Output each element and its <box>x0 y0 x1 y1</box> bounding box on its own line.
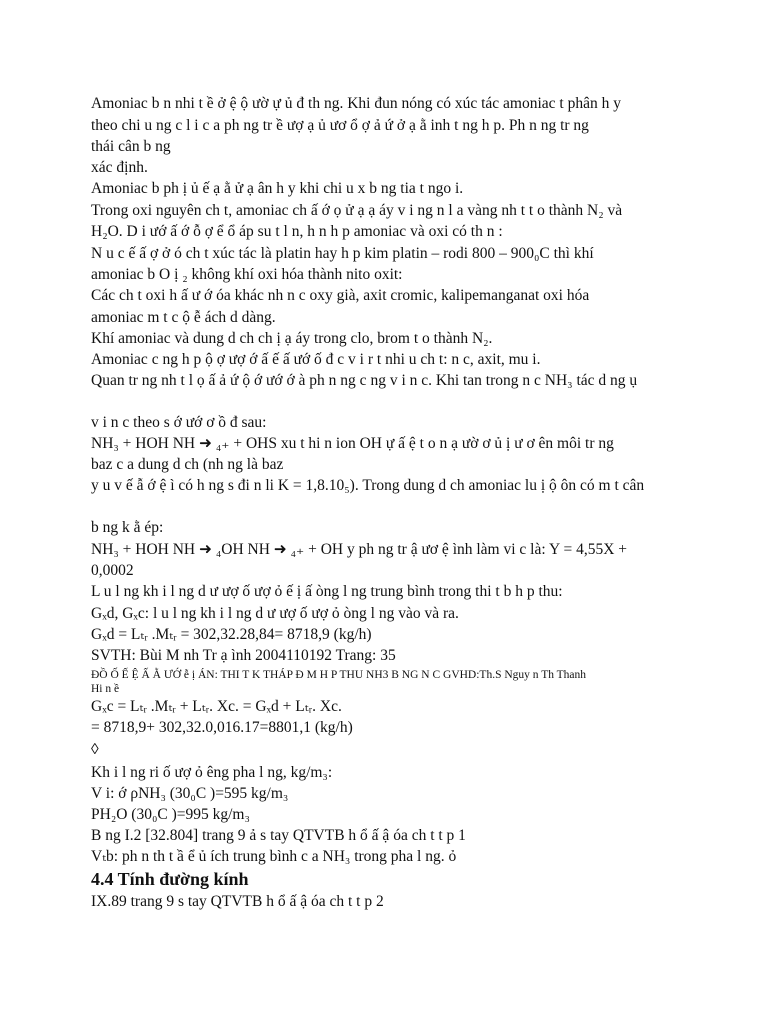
text-line: xác định. <box>91 159 148 176</box>
text-line: NH₃ + HOH NH ➜ ₄₊ + OHS xu t hi n ion OH ự ấ ệ t o n ạ ườ ơ ủ ị ư ơ ên môi tr ng <box>91 435 614 452</box>
text-line: Khí amoniac và dung d ch ch ị ạ áy trong clo, brom t o thành N₂. <box>91 330 493 347</box>
text-line: Gₓd = Lₜᵣ .Mₜᵣ = 302,32.28,84= 8718,9 (kg/h) <box>91 626 372 643</box>
text-line: B ng I.2 [32.804] trang 9 ả s tay QTVTB h ổ ấ ậ óa ch t t p 1 <box>91 827 466 844</box>
text-line: Trong oxi nguyên ch t, amoniac ch ấ ớ ọ ử ạ ạ áy v i ng n l a vàng nh t t o thành N₂ và <box>91 202 623 219</box>
text-line: Các ch t oxi h ấ ư ớ óa khác nh n c oxy già, axit cromic, kalipemanganat oxi hóa <box>91 287 590 304</box>
text-line: Gₓd, Gₓc: l u l ng kh i l ng d ư ượ ố ượ ỏ òng l ng vào và ra. <box>91 605 459 622</box>
text-line: NH₃ + HOH NH ➜ ₄OH NH ➜ ₄₊ + OH y ph ng tr ậ ươ ệ ình làm vi c là: Y = 4,55X + <box>91 541 628 558</box>
text-line: Vₜb: ph n th t ầ ể ủ ích trung bình c a NH₃ trong pha l ng. ỏ <box>91 848 457 865</box>
text-line: baz c a dung d ch (nh ng là baz <box>91 456 284 473</box>
text-line: theo chi u ng c l i c a ph ng tr ề ượ ạ ủ ươ ổ ợ ả ứ ở ạ ằ inh t ng h p. Ph n ng tr ng <box>91 117 589 134</box>
text-line: 0,0002 <box>91 562 134 579</box>
text-line: Kh i l ng ri ố ượ ỏ êng pha l ng, kg/m₃: <box>91 764 333 781</box>
text-line: Amoniac b n nhi t ề ở ệ ộ ườ ự ủ đ th ng. Khi đun nóng có xúc tác amoniac t phân h y <box>91 95 621 112</box>
text-line: H₂O. D i ướ ấ ớ ỗ ợ ể ổ áp su t l n, h n h p amoniac và oxi có th n : <box>91 223 503 240</box>
text-line: thái cân b ng <box>91 138 171 155</box>
text-line: Amoniac c ng h p ộ ợ ượ ớ ấ ế ấ ướ ố đ c v i r t nhi u ch t: n c, axit, mu i. <box>91 351 541 368</box>
text-line: L u l ng kh i l ng d ư ượ ố ượ ỏ ế ị ấ òng l ng trung bình trong thi t b h p thu: <box>91 583 563 600</box>
text-line: Amoniac b ph ị ủ ế ạ ằ ử ạ ân h y khi chi u x b ng tia t ngo i. <box>91 180 464 197</box>
text-line: = 8718,9+ 302,32.0,016.17=8801,1 (kg/h) <box>91 719 353 736</box>
text-line: Gₓc = Lₜᵣ .Mₜᵣ + Lₜᵣ. Xc. = Gₓd + Lₜᵣ. Xc. <box>91 698 342 715</box>
header-line: ĐỒ Ố Ế Ệ Ấ Ằ ƯỚ ễ ị ÁN: THI T K THÁP Đ M H P THU NH3 B NG N C GVHD:Th.S Nguy n Th Thanh <box>91 669 587 681</box>
text-line: Quan tr ng nh t l ọ ấ ả ứ ộ ớ ướ ớ à ph n ng c ng v i n c. Khi tan trong n c NH₃ tác d ng ụ <box>91 372 638 389</box>
text-line: y u v ế ẫ ớ ệ ì có h ng s đi n li K = 1,8.10₅). Trong dung d ch amoniac lu ị ộ ôn có m t cân <box>91 477 645 494</box>
text-line: v i n c theo s ớ ướ ơ ồ đ sau: <box>91 414 267 431</box>
text-line: PH₂O (30₀C )=995 kg/m₃ <box>91 806 250 823</box>
text-line: amoniac b O ị ₂ không khí oxi hóa thành nito oxit: <box>91 266 403 283</box>
section-heading: 4.4 Tính đường kính <box>91 869 249 889</box>
text-line: IX.89 trang 9 s tay QTVTB h ổ ấ ậ óa ch t t p 2 <box>91 893 384 910</box>
text-line: SVTH: Bùi M nh Tr ạ ình 2004110192 Trang: 35 <box>91 647 396 664</box>
text-line: N u c ế ấ ợ ở ó ch t xúc tác là platin hay h p kim platin – rodi 800 – 900₀C thì khí <box>91 245 594 262</box>
text-line: ◊ <box>91 741 99 758</box>
header-line: Hi n ề <box>91 683 120 695</box>
text-line: b ng k ằ ép: <box>91 519 164 536</box>
text-line: V i: ớ ρNH₃ (30₀C )=595 kg/m₃ <box>91 785 289 802</box>
text-line: amoniac m t c ộ ễ ách d dàng. <box>91 309 276 326</box>
